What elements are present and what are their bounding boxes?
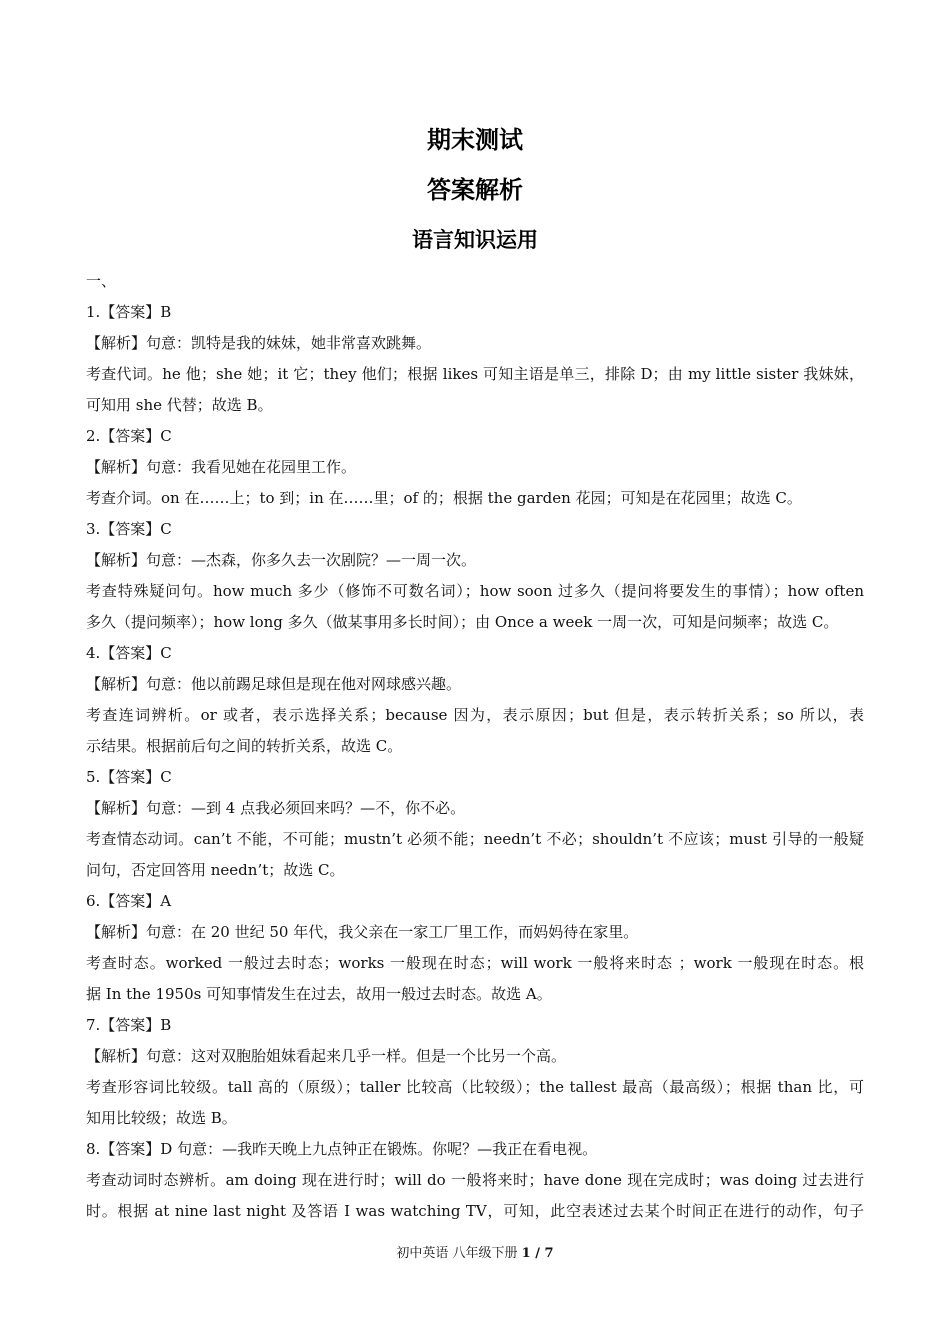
explanation-line: 可知用 she 代替；故选 B。 xyxy=(86,396,273,414)
answer-line: 2.【答案】C xyxy=(86,427,172,445)
explanation-line: 多久（提问频率）；how long 多久（做某事用多长时间）；由 Once a week 一周一次，可知是问频率；故选 C。 xyxy=(86,613,839,631)
doc-subtitle: 答案解析 xyxy=(427,176,523,204)
explanation-line: 问句，否定回答用 needn’t；故选 C。 xyxy=(86,861,345,879)
section-heading: 语言知识运用 xyxy=(412,228,538,252)
explanation-line: 考查动词时态辨析。am doing 现在进行时；will do 一般将来时；have done 现在完成时；was doing 过去进行 xyxy=(86,1171,864,1189)
explanation-line: 【解析】句意：他以前踢足球但是现在他对网球感兴趣。 xyxy=(86,675,462,693)
answer-body xyxy=(86,266,864,1227)
explanation-line: 【解析】句意：—杰森，你多久去一次剧院？—一周一次。 xyxy=(86,551,477,569)
explanation-line: 【解析】句意：凯特是我的妹妹，她非常喜欢跳舞。 xyxy=(86,334,432,352)
answer-line: 7.【答案】B xyxy=(86,1016,172,1034)
page-number: 1 xyxy=(521,1246,531,1261)
explanation-line: 【解析】句意：—到 4 点我必须回来吗？—不，你不必。 xyxy=(86,799,466,817)
explanation-line: 考查情态动词。can’t 不能，不可能；mustn’t 必须不能；needn’t 不必；shouldn’t 不应该；must 引导的一般疑 xyxy=(86,830,864,848)
explanation-line: 考查时态。worked 一般过去时态；works 一般现在时态；will work 一般将来时态 ；work 一般现在时态。根 xyxy=(86,954,864,972)
answer-line: 8.【答案】D 句意：—我昨天晚上九点钟正在锻炼。你呢？—我正在看电视。 xyxy=(86,1140,598,1158)
answer-line: 3.【答案】C xyxy=(86,520,172,538)
explanation-line: 考查特殊疑问句。how much 多少（修饰不可数名词）；how soon 过多久（提问将要发生的事情）；how often xyxy=(86,582,864,600)
doc-title: 期末测试 xyxy=(427,126,523,154)
explanation-line: 考查形容词比较级。tall 高的（原级）；taller 比较高（比较级）；the tallest 最高（最高级）；根据 than 比，可 xyxy=(86,1078,864,1096)
explanation-line: 据 In the 1950s 可知事情发生在过去，故用一般过去时态。故选 A。 xyxy=(86,985,552,1003)
explanation-line: 【解析】句意：这对双胞胎姐妹看起来几乎一样。但是一个比另一个高。 xyxy=(86,1047,567,1065)
page-total: 7 xyxy=(544,1246,554,1261)
page-separator: / xyxy=(530,1246,545,1261)
explanation-line: 时。根据 at nine last night 及答语 I was watching TV，可知，此空表述过去某个时间正在进行的动作，句子 xyxy=(86,1202,864,1220)
explanation-line: 考查代词。he 他；she 她；it 它；they 他们；根据 likes 可知主语是单三，排除 D；由 my little sister 我妹妹， xyxy=(86,365,864,383)
footer-text: 初中英语 八年级下册 xyxy=(396,1246,522,1261)
explanation-line: 考查介词。on 在……上；to 到；in 在……里；of 的；根据 the garden 花园；可知是在花园里；故选 C。 xyxy=(86,489,802,507)
explanation-line: 【解析】句意：在 20 世纪 50 年代，我父亲在一家工厂里工作，而妈妈待在家里。 xyxy=(86,923,639,941)
answer-line: 1.【答案】B xyxy=(86,303,172,321)
answer-line: 5.【答案】C xyxy=(86,768,172,786)
explanation-line: 【解析】句意：我看见她在花园里工作。 xyxy=(86,458,357,476)
page-footer xyxy=(0,1245,950,1263)
answer-line: 6.【答案】A xyxy=(86,892,172,910)
answer-line: 4.【答案】C xyxy=(86,644,172,662)
explanation-line: 示结果。根据前后句之间的转折关系，故选 C。 xyxy=(86,737,403,755)
explanation-line: 知用比较级；故选 B。 xyxy=(86,1109,237,1127)
explanation-line: 考查连词辨析。or 或者，表示选择关系；because 因为，表示原因；but 但是，表示转折关系；so 所以，表 xyxy=(86,706,864,724)
text-line: 一、 xyxy=(86,272,117,290)
